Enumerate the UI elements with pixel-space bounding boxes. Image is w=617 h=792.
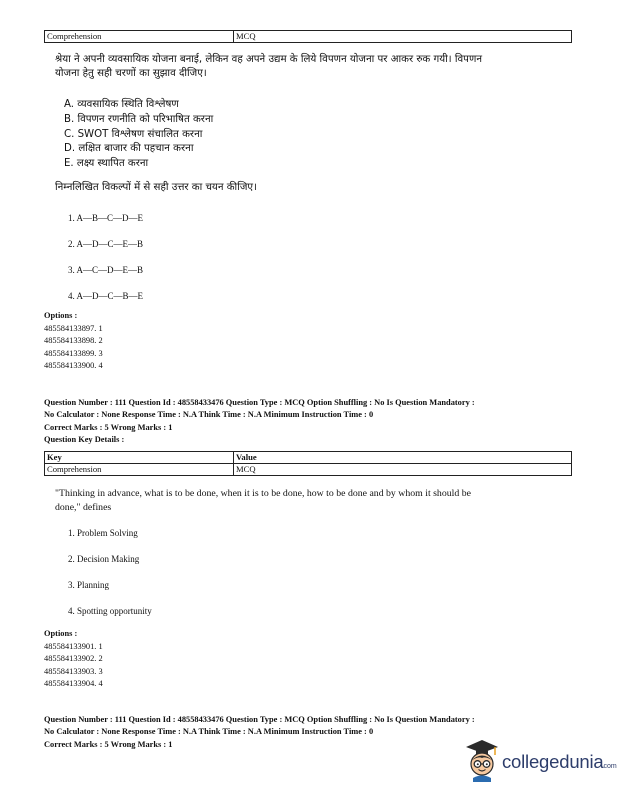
top-key-cell: Comprehension [45,31,234,43]
q1-choice: 3. A—C—D—E—B [68,265,144,275]
top-value-cell: MCQ [234,31,572,43]
q2-choice: 1. Problem Solving [68,528,138,538]
q1-stem [55,53,575,81]
q1-stem-line2: योजना हेतु सही चरणों का सुझाव दीजिए। [55,68,207,79]
option-id: 485584133900. 4 [44,360,103,370]
q2-meta [44,397,604,446]
q1-statement: D. लक्षित बाजार की पहचान करना [64,143,194,155]
q2-stem [55,487,580,515]
q2-marks: Correct Marks : 5 Wrong Marks : 1 [44,422,173,432]
option-id: 485584133898. 2 [44,336,103,346]
q2-meta-line1: Question Number : 111 Question Id : 48558433476 Question Type : MCQ Option Shuffling : No Is Question Mandatory : [44,398,475,407]
option-id: 485584133897. 1 [44,324,103,333]
brand-suffix: com [603,763,617,770]
q1-statements [64,98,213,172]
q3-marks: Correct Marks : 5 Wrong Marks : 1 [44,739,173,749]
q2-option-ids [44,641,103,690]
q1-choice: 4. A—D—C—B—E [68,291,144,301]
brand-name: collegedunia [502,751,604,772]
brand-logo [462,738,617,782]
top-key-table [44,30,572,43]
q1-statement: E. लक्ष्य स्थापित करना [64,158,149,170]
q2-choice: 2. Decision Making [68,554,140,564]
q2-key-details-label: Question Key Details : [44,434,125,444]
option-id: 485584133901. 1 [44,642,103,651]
q2-meta-line2: No Calculator : None Response Time : N.A Think Time : N.A Minimum Instruction Time : 0 [44,410,374,420]
option-id: 485584133904. 4 [44,678,103,688]
q1-stem-line1: श्रेया ने अपनी व्यवसायिक योजना बनाई, लेकिन वह अपने उद्यम के लिये विपणन योजना पर आकर रुक गयी। विपणन [55,54,482,65]
q2-choice: 4. Spotting opportunity [68,606,152,616]
q3-meta-line2: No Calculator : None Response Time : N.A Think Time : N.A Minimum Instruction Time : 0 [44,727,374,737]
q1-instruction: निम्नलिखित विकल्पों में से सही उत्तर का चयन कीजिए। [55,182,257,193]
q1-options-label: Options : [44,311,78,320]
value-header: Value [234,452,572,464]
option-id: 485584133899. 3 [44,348,103,358]
q2-options-label: Options : [44,629,78,638]
q1-statement: C. SWOT विश्लेषण संचालित करना [64,128,203,140]
q2-key-table [44,451,572,476]
q1-statement: A. व्यवसायिक स्थिति विश्लेषण [64,99,179,110]
q2-stem-line1: "Thinking in advance, what is to be done, when it is to be done, how to be done and by whom it should be [55,488,471,499]
student-mascot-icon [462,738,502,782]
option-id: 485584133902. 2 [44,654,103,664]
q1-option-ids [44,323,103,372]
brand-wordmark [502,751,617,773]
option-id: 485584133903. 3 [44,666,103,676]
q2-stem-line2: done," defines [55,502,112,513]
value-cell: MCQ [234,464,572,476]
key-header: Key [45,452,234,464]
q1-statement: B. विपणन रणनीति को परिभाषित करना [64,113,214,125]
q1-choice: 1. A—B—C—D—E [68,213,144,223]
q2-choice: 3. Planning [68,580,110,590]
key-cell: Comprehension [45,464,234,476]
q1-choice: 2. A—D—C—E—B [68,239,144,249]
q3-meta-line1: Question Number : 111 Question Id : 48558433476 Question Type : MCQ Option Shuffling : No Is Question Mandatory : [44,715,475,724]
